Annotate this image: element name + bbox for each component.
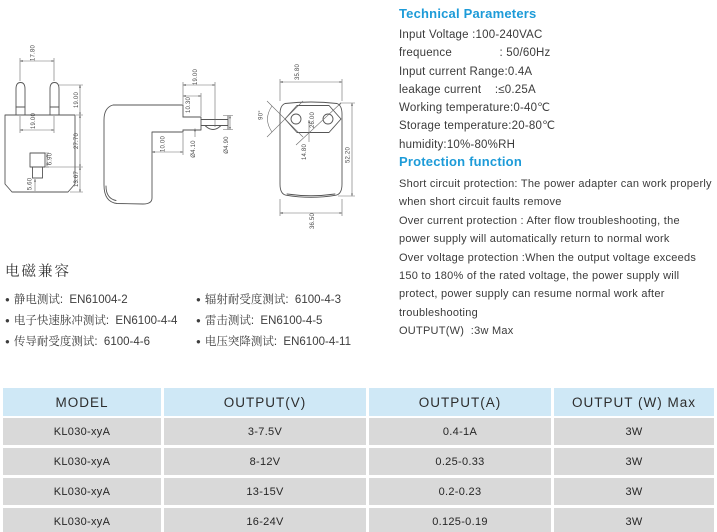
adapter-side-outline xyxy=(104,105,228,204)
dimension-label: 52.20 xyxy=(345,146,352,164)
dimension-label: 10.30 xyxy=(186,96,192,114)
table-cell-model: KL030-xyA xyxy=(3,508,161,532)
dimension-label: 90° xyxy=(258,110,265,120)
table-header-output-v: OUTPUT(V) xyxy=(164,388,366,416)
parameter-line: Input Voltage :100-240VAC xyxy=(399,29,543,41)
parameter-line: Storage temperature:20-80℃ xyxy=(399,120,556,133)
protection-line: troubleshooting xyxy=(399,306,478,319)
table-cell-output-v: 3-7.5V xyxy=(164,418,366,445)
parameter-line: leakage current :≤0.25A xyxy=(399,83,536,96)
parameter-line: frequence : 50/60Hz xyxy=(399,47,551,60)
protection-line: 150 to 180% of the rated voltage, the power supply will xyxy=(399,270,680,283)
table-cell-output-a: 0.4-1A xyxy=(369,418,551,445)
dimension-label: 17.80 xyxy=(30,45,37,62)
table-cell-model: KL030-xyA xyxy=(3,448,161,475)
emc-item: ● 电压突降测试: EN6100-4-11 xyxy=(196,332,351,353)
emc-title: 电磁兼容 xyxy=(5,264,71,280)
parameter-line: humidity:10%-80%RH xyxy=(399,138,516,151)
emc-item: ● 静电测试: EN61004-2 xyxy=(5,290,196,311)
emc-section xyxy=(5,260,351,353)
table-cell-output-w: 3W xyxy=(554,508,714,532)
face-view-drawing xyxy=(252,58,387,230)
table-cell-output-v: 8-12V xyxy=(164,448,366,475)
table-cell-output-w: 3W xyxy=(554,418,714,445)
table-cell-output-a: 0.2-0.23 xyxy=(369,478,551,505)
protection-function-text xyxy=(399,175,717,341)
technical-parameters-title: Technical Parameters xyxy=(399,6,537,21)
table-header-output-w: OUTPUT (W) Max xyxy=(554,388,714,416)
table-cell-output-w: 3W xyxy=(554,448,714,475)
dimension-label: 19.00 xyxy=(74,91,80,109)
dimension-label: Ø4.10 xyxy=(191,140,197,158)
table-cell-output-a: 0.125-0.19 xyxy=(369,508,551,532)
dimension-label: 6.90 xyxy=(47,152,54,166)
dimension-label: 10.00 xyxy=(160,135,167,153)
emc-item: ● 电子快速脉冲测试: EN6100-4-4 xyxy=(5,311,196,332)
dimension-label: Ø4.90 xyxy=(224,136,230,154)
table-cell-output-v: 13-15V xyxy=(164,478,366,505)
protection-line: Over voltage protection :When the output voltage exceeds xyxy=(399,251,697,264)
adapter-front-outline xyxy=(5,83,75,193)
dimension-label: 27.70 xyxy=(74,132,80,150)
front-view-drawing xyxy=(2,45,102,205)
table-header-output-a: OUTPUT(A) xyxy=(369,388,551,416)
dimension-label: 36.50 xyxy=(310,212,316,230)
protection-line: when short circuit faults remove xyxy=(399,196,562,209)
table-cell-output-v: 16-24V xyxy=(164,508,366,532)
technical-parameters-section xyxy=(399,6,717,154)
protection-line: power supply will automatically return to normal work xyxy=(399,233,670,246)
technical-parameters-list xyxy=(399,26,717,154)
dimension-label: 35.80 xyxy=(295,63,301,81)
dimension-label: 26.00 xyxy=(310,111,316,129)
dimension-label: 19.00 xyxy=(31,112,37,130)
dimension-label: 5.60 xyxy=(27,177,34,191)
table-cell-model: KL030-xyA xyxy=(3,478,161,505)
emc-item: ● 传导耐受度测试: 6100-4-6 xyxy=(5,332,196,353)
protection-line: Short circuit protection: The power adapter can work properly xyxy=(399,178,712,190)
table-cell-output-w: 3W xyxy=(554,478,714,505)
emc-test-list xyxy=(5,290,351,353)
protection-function-title: Protection function xyxy=(399,154,522,169)
dimension-label: 13.67 xyxy=(74,170,80,188)
dimension-label: 19.00 xyxy=(193,68,199,86)
spec-table xyxy=(3,388,714,532)
emc-item: ● 辐射耐受度测试: 6100-4-3 xyxy=(196,290,351,311)
protection-line: protect, power supply can resume normal work after xyxy=(399,288,665,301)
protection-line: OUTPUT(W) :3w Max xyxy=(399,325,514,338)
dimension-label: 14.80 xyxy=(302,143,308,161)
parameter-line: Input current Range:0.4A xyxy=(399,65,533,78)
side-view-drawing xyxy=(100,55,235,210)
table-header-model: MODEL xyxy=(3,388,161,416)
parameter-line: Working temperature:0-40℃ xyxy=(399,102,551,115)
emc-item: ● 雷击测试: EN6100-4-5 xyxy=(196,311,351,332)
protection-function-section xyxy=(399,154,717,341)
protection-line: Over current protection : After flow troubleshooting, the xyxy=(399,214,680,227)
table-cell-model: KL030-xyA xyxy=(3,418,161,445)
table-cell-output-a: 0.25-0.33 xyxy=(369,448,551,475)
